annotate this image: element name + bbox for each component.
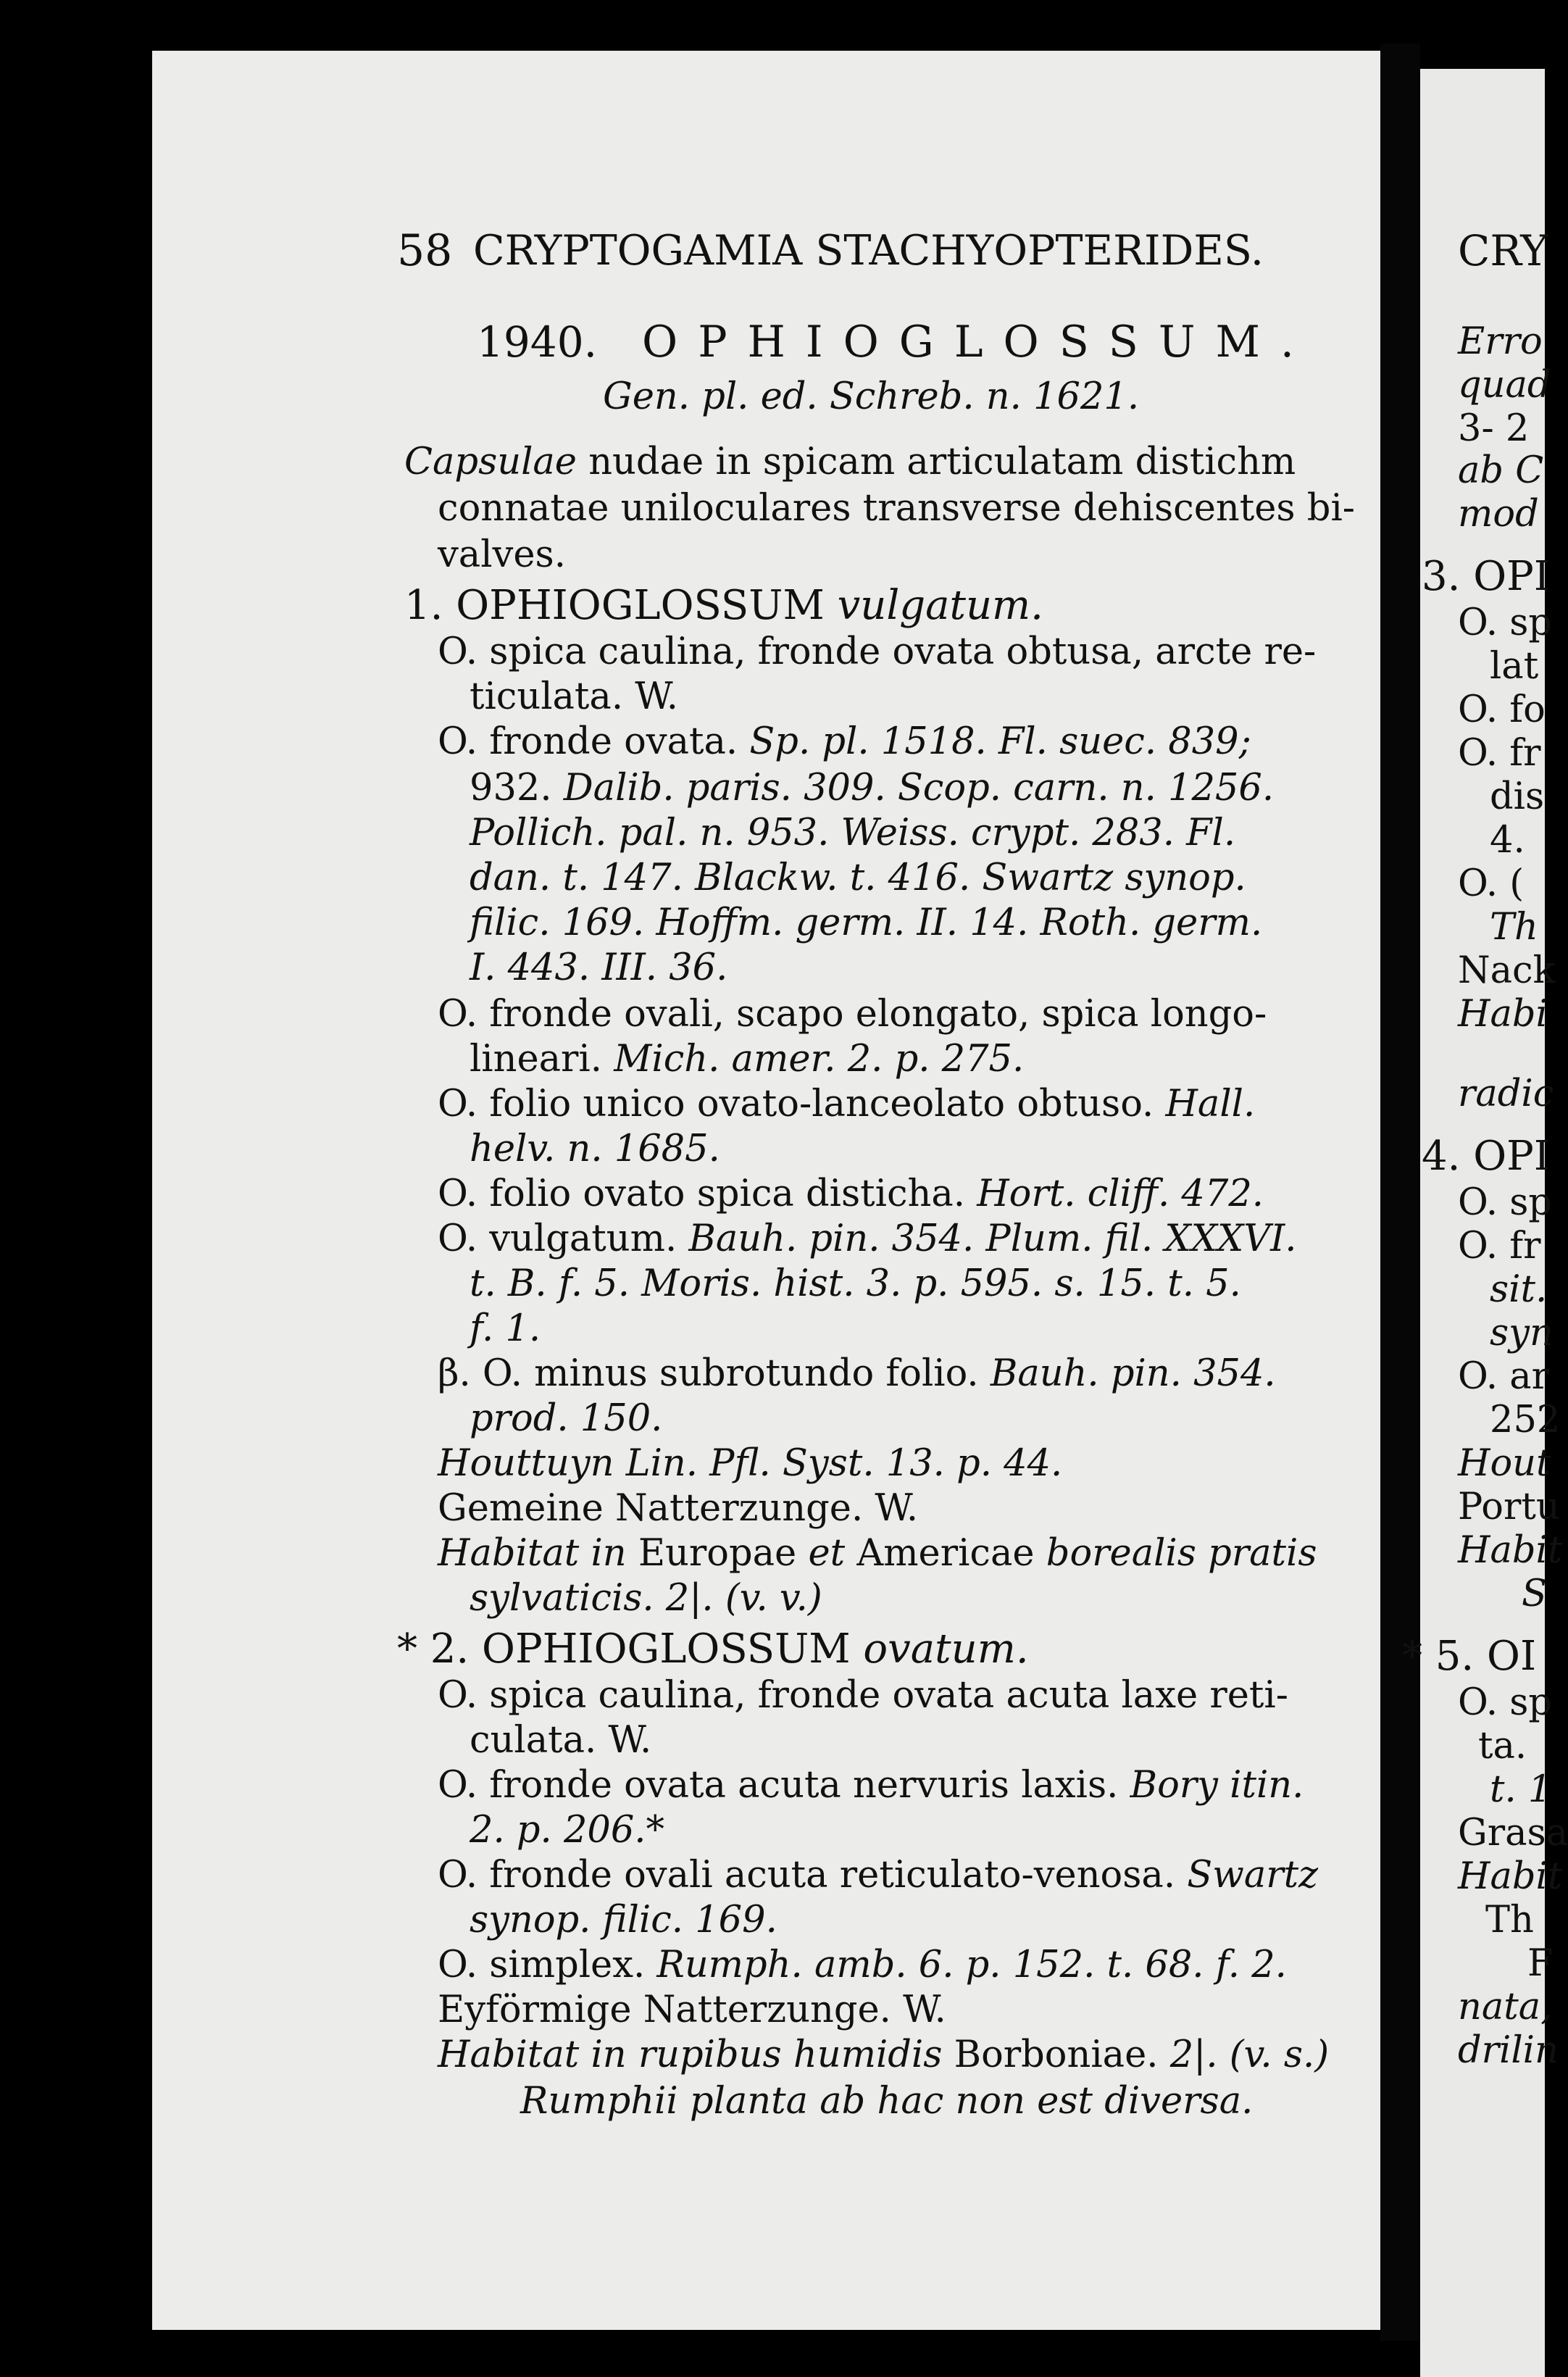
facing-page-line: O. sp (1458, 1681, 1553, 1724)
facing-page-line: O. fr (1458, 732, 1541, 775)
species-2-line: culata. W. (470, 1719, 652, 1762)
species-2-line: O. fronde ovali acuta reticulato-venosa. Swartz (438, 1854, 1319, 1897)
species-1-line: 932. Dalib. paris. 309. Scop. carn. n. 1256. (470, 767, 1275, 809)
species-1-line: O. folio ovato spica disticha. Hort. cliff. 472. (438, 1173, 1264, 1215)
species-2-line: 2. p. 206.* (470, 1809, 664, 1852)
facing-page-line: CRY (1458, 226, 1548, 275)
species-1-line: O. vulgatum. Bauh. pin. 354. Plum. fil. XXXVI. (438, 1217, 1297, 1260)
species-1-line: Houttuyn Lin. Pfl. Syst. 13. p. 44. (438, 1442, 1063, 1485)
facing-page-line: Th (1490, 906, 1538, 949)
species-2-note: Rumphii planta ab hac non est diversa. (520, 2080, 1254, 2123)
species-1-habitat: Habitat in Europae et Americae borealis pratis (438, 1532, 1317, 1575)
facing-page-line: nata, (1458, 1986, 1553, 2028)
facing-page-line: Portu (1458, 1486, 1560, 1528)
species-1-line: ticulata. W. (470, 675, 678, 718)
character-line-3: valves. (438, 533, 566, 576)
character-line-1: Capsulae nudae in spicam articulatam distichm (404, 441, 1296, 483)
facing-page-line: 3. OPI (1422, 553, 1550, 600)
facing-page-line: ab C (1458, 449, 1544, 492)
species-2-title: * 2. OPHIOGLOSSUM ovatum. (397, 1625, 1029, 1673)
species-1-line: Pollich. pal. n. 953. Weiss. crypt. 283. Fl. (470, 812, 1236, 854)
character-line-2: connatae uniloculares transverse dehiscentes bi- (438, 487, 1355, 530)
species-1-line: filic. 169. Hoffm. germ. II. 14. Roth. germ. (470, 902, 1263, 944)
genus-name: OPHIOGLOSSUM. (642, 317, 1314, 367)
facing-page-line: 252 (1490, 1399, 1561, 1441)
species-1-title: 1. OPHIOGLOSSUM vulgatum. (404, 582, 1043, 629)
genus-number: 1940. (477, 317, 598, 367)
species-1-line: f. 1. (470, 1307, 541, 1350)
facing-page-line: quad (1458, 364, 1551, 407)
running-title: CRYPTOGAMIA STACHYOPTERIDES. (473, 227, 1264, 275)
facing-page-line: O. ( (1458, 862, 1525, 905)
book-gutter (1380, 43, 1420, 2341)
species-1-line: helv. n. 1685. (470, 1128, 720, 1170)
facing-page-line: ta. (1478, 1725, 1527, 1768)
species-2-line: O. spica caulina, fronde ovata acuta laxe reti- (438, 1674, 1288, 1717)
facing-page-line: O. sp (1458, 1181, 1553, 1224)
facing-page-line: F (1527, 1942, 1554, 1985)
facing-page-line: Habi (1458, 993, 1548, 1036)
species-2-line: O. fronde ovata acuta nervuris laxis. Bory itin. (438, 1764, 1304, 1807)
facing-page-line: Hout (1458, 1442, 1551, 1485)
facing-page-line: Grasa (1458, 1812, 1568, 1854)
genus-reference: Gen. pl. ed. Schreb. n. 1621. (603, 375, 1140, 418)
facing-page-line: O. fr (1458, 1225, 1541, 1267)
facing-page-line: O. ar (1458, 1355, 1550, 1398)
species-2-habitat: Habitat in rupibus humidis Borboniae. 2|. (v. s.) (438, 2033, 1330, 2076)
species-1-line: O. fronde ovata. Sp. pl. 1518. Fl. suec. 839; (438, 720, 1251, 763)
facing-page-line: 4. (1490, 819, 1525, 862)
facing-page-line: Habit (1458, 1855, 1563, 1898)
facing-page-line: radic (1458, 1073, 1554, 1115)
species-1-line: sylvaticis. 2|. (v. v.) (470, 1577, 822, 1620)
facing-page-line: * 5. OI (1402, 1633, 1537, 1680)
facing-page-line: t. 1 (1490, 1768, 1552, 1811)
species-1-line: lineari. Mich. amer. 2. p. 275. (470, 1038, 1025, 1081)
facing-page-line: S (1522, 1573, 1547, 1615)
species-1-line: O. fronde ovali, scapo elongato, spica longo- (438, 993, 1267, 1036)
species-1-line: t. B. f. 5. Moris. hist. 3. p. 595. s. 15. t. 5. (470, 1262, 1241, 1305)
species-2-line: synop. filic. 169. (470, 1899, 777, 1941)
species-2-line: Eyförmige Natterzunge. W. (438, 1989, 946, 2031)
facing-page-line: dis (1490, 775, 1545, 818)
facing-page-line: lat (1490, 645, 1539, 688)
species-1-line: O. folio unico ovato-lanceolato obtuso. Hall. (438, 1083, 1256, 1125)
facing-page-line: O. sp (1458, 601, 1553, 644)
facing-page-line: sit. (1490, 1268, 1548, 1311)
facing-page-line: Habit (1458, 1529, 1563, 1572)
species-2-line: O. simplex. Rumph. amb. 6. p. 152. t. 68. f. 2. (438, 1944, 1287, 1986)
facing-page-line: drilin (1458, 2029, 1559, 2072)
species-1-line: Gemeine Natterzunge. W. (438, 1487, 919, 1530)
page-number: 58 (397, 225, 453, 276)
facing-page-line: Erro (1458, 320, 1543, 363)
facing-page-line: Th (1485, 1899, 1534, 1941)
facing-page-line: syn (1490, 1312, 1554, 1354)
facing-page-line: Nack (1458, 949, 1556, 992)
facing-page-line: 4. OPI (1422, 1133, 1550, 1180)
facing-page-line: mod (1458, 493, 1539, 536)
species-1-line: O. spica caulina, fronde ovata obtusa, arcte re- (438, 630, 1317, 673)
species-1-line: prod. 150. (470, 1397, 663, 1440)
species-1-line: β. O. minus subrotundo folio. Bauh. pin. 354. (438, 1352, 1276, 1395)
facing-page-line: 3- 2 (1458, 407, 1530, 450)
facing-page-line: O. fo (1458, 688, 1546, 731)
species-1-line: I. 443. III. 36. (470, 946, 728, 989)
species-1-line: dan. t. 147. Blackw. t. 416. Swartz synop. (470, 857, 1246, 899)
